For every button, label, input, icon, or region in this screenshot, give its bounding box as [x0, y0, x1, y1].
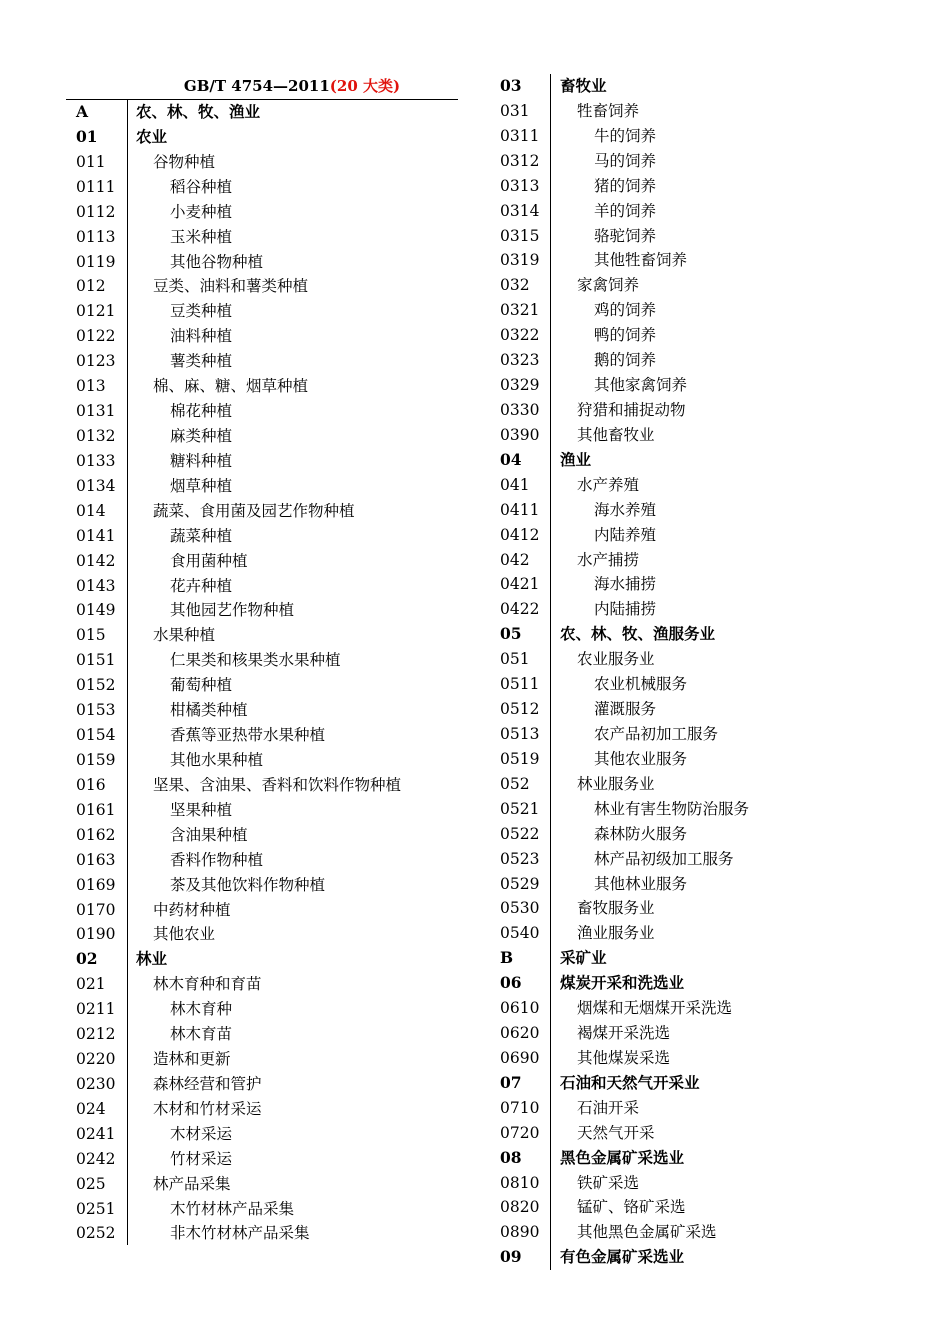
industry-name: 森林经营和管护	[153, 1074, 262, 1093]
industry-name: 海水养殖	[594, 500, 657, 519]
industry-name: 糖料种植	[170, 451, 233, 470]
table-row	[490, 1121, 790, 1146]
industry-name: 牛的饲养	[594, 126, 657, 145]
industry-code: 07	[500, 1072, 522, 1092]
industry-code: 0242	[76, 1149, 116, 1168]
industry-name: 农业服务业	[577, 650, 655, 669]
industry-code: 08	[500, 1147, 522, 1167]
industry-code: 016	[76, 775, 106, 794]
standard-code: GB/T 4754—2011	[183, 77, 330, 95]
table-row	[490, 597, 790, 622]
industry-name: 林产品采集	[153, 1174, 231, 1193]
table-row	[490, 1220, 790, 1245]
industry-code: 0890	[500, 1223, 540, 1242]
industry-code: 0163	[76, 850, 116, 869]
industry-code: 0142	[76, 551, 116, 570]
table-row	[490, 572, 790, 597]
industry-code: 0422	[500, 600, 540, 619]
table-row	[66, 748, 458, 773]
table-row	[490, 896, 790, 921]
industry-name: 油料种植	[170, 327, 233, 346]
industry-code: 09	[500, 1247, 522, 1267]
table-row	[66, 549, 458, 574]
industry-name: 蔬菜种植	[170, 526, 233, 545]
industry-code: 02	[76, 949, 98, 969]
industry-name: 花卉种植	[170, 576, 233, 595]
industry-name: 木材采运	[170, 1124, 233, 1143]
industry-name: 马的饲养	[594, 151, 657, 170]
table-row	[490, 971, 790, 996]
industry-code: 0153	[76, 701, 116, 720]
industry-code: 052	[500, 774, 530, 793]
industry-code: 0315	[500, 226, 540, 245]
industry-name: 木材和竹材采运	[153, 1099, 262, 1118]
industry-name: 海水捕捞	[594, 575, 657, 594]
category-count: (20 大类)	[329, 77, 401, 95]
industry-code: 0133	[76, 451, 116, 470]
industry-code: 0211	[76, 1000, 116, 1019]
industry-name: 豆类、油料和薯类种植	[153, 277, 309, 296]
industry-code: 0112	[76, 202, 116, 221]
table-row	[66, 848, 458, 873]
industry-code: 0323	[500, 351, 540, 370]
table-row	[490, 772, 790, 797]
industry-code: 0314	[500, 201, 540, 220]
industry-code: 0540	[500, 924, 540, 943]
industry-name: 渔业	[560, 449, 592, 469]
industry-name: 铁矿采选	[577, 1173, 640, 1192]
industry-name: 石油开采	[577, 1098, 640, 1117]
industry-code: 0513	[500, 724, 540, 743]
table-row	[490, 622, 790, 647]
table-row	[66, 673, 458, 698]
table-row	[490, 398, 790, 423]
industry-name: 猪的饲养	[594, 176, 657, 195]
industry-code: 0119	[76, 252, 116, 271]
table-row	[490, 672, 790, 697]
table-row	[66, 524, 458, 549]
table-row	[490, 224, 790, 249]
table-title	[66, 74, 458, 100]
industry-code: 0311	[500, 126, 540, 145]
table-row	[66, 1147, 458, 1172]
table-row	[66, 648, 458, 673]
industry-name: 食用菌种植	[170, 551, 248, 570]
industry-name: 香料作物种植	[170, 850, 264, 869]
table-row	[490, 872, 790, 897]
table-row	[66, 1172, 458, 1197]
industry-code: 0610	[500, 999, 540, 1018]
industry-code: 0161	[76, 800, 116, 819]
industry-name: 麻类种植	[170, 426, 233, 445]
industry-code: 0162	[76, 825, 116, 844]
industry-name: 其他谷物种植	[170, 252, 264, 271]
table-row	[490, 298, 790, 323]
table-row	[490, 149, 790, 174]
industry-name: 有色金属矿采选业	[560, 1247, 685, 1267]
industry-name: 畜牧服务业	[577, 899, 655, 918]
industry-name: 非木竹材林产品采集	[170, 1224, 310, 1243]
industry-code: 0530	[500, 899, 540, 918]
industry-name: 林木育苗	[170, 1025, 233, 1044]
industry-name: 柑橘类种植	[170, 701, 248, 720]
industry-code: 0810	[500, 1173, 540, 1192]
industry-code: 0132	[76, 426, 116, 445]
table-row	[490, 1195, 790, 1220]
table-row	[490, 448, 790, 473]
industry-code: 04	[500, 449, 522, 469]
industry-code: 05	[500, 624, 522, 644]
table-row	[66, 623, 458, 648]
industry-name: 玉米种植	[170, 227, 233, 246]
table-row	[66, 798, 458, 823]
industry-name: 豆类种植	[170, 302, 233, 321]
industry-name: 锰矿、铬矿采选	[577, 1198, 686, 1217]
table-row	[490, 1096, 790, 1121]
industry-name: 其他畜牧业	[577, 425, 655, 444]
industry-code: 0170	[76, 900, 116, 919]
industry-code: 031	[500, 101, 530, 120]
industry-name: 水产捕捞	[577, 550, 640, 569]
industry-code: 0241	[76, 1124, 116, 1143]
table-row	[66, 1047, 458, 1072]
industry-code: 0329	[500, 376, 540, 395]
industry-name: 林业	[136, 949, 168, 969]
industry-code: A	[76, 102, 89, 121]
table-row	[66, 349, 458, 374]
table-row	[490, 797, 790, 822]
industry-name: 水果种植	[153, 626, 216, 645]
industry-name: 造林和更新	[153, 1050, 231, 1069]
table-row	[490, 523, 790, 548]
industry-name: 棉花种植	[170, 402, 233, 421]
industry-code: 0529	[500, 874, 540, 893]
industry-name: 渔业服务业	[577, 924, 655, 943]
table-row	[490, 99, 790, 124]
industry-name: 羊的饲养	[594, 201, 657, 220]
industry-code: 0390	[500, 425, 540, 444]
industry-code: 012	[76, 277, 106, 296]
industry-name: 内陆捕捞	[594, 600, 657, 619]
table-row	[66, 1072, 458, 1097]
industry-name: 鸭的饲养	[594, 326, 657, 345]
industry-name: 畜牧业	[560, 76, 607, 95]
table-row	[490, 323, 790, 348]
industry-name: 其他农业服务	[594, 749, 688, 768]
industry-name: 中药材种植	[153, 900, 231, 919]
industry-code: 024	[76, 1099, 106, 1118]
industry-code: 0154	[76, 726, 116, 745]
table-row	[490, 473, 790, 498]
industry-name: 烟草种植	[170, 476, 233, 495]
industry-code: 0123	[76, 352, 116, 371]
industry-name: 林产品初级加工服务	[594, 849, 734, 868]
table-row	[66, 150, 458, 175]
table-row	[66, 1122, 458, 1147]
industry-code: 0521	[500, 799, 540, 818]
industry-name: 鹅的饲养	[594, 351, 657, 370]
table-row	[66, 175, 458, 200]
table-row	[66, 100, 458, 125]
industry-name: 薯类种植	[170, 352, 233, 371]
industry-code: B	[500, 948, 514, 968]
table-row	[66, 922, 458, 947]
industry-name: 竹材采运	[170, 1149, 233, 1168]
industry-code: 0143	[76, 576, 116, 595]
industry-code: 0820	[500, 1198, 540, 1217]
industry-code: 0122	[76, 327, 116, 346]
industry-code: 0230	[76, 1074, 116, 1093]
table-row	[490, 124, 790, 149]
industry-code: 0152	[76, 676, 116, 695]
table-row	[490, 174, 790, 199]
industry-code: 0111	[76, 177, 116, 196]
table-row	[66, 1221, 458, 1246]
table-row	[490, 498, 790, 523]
table-row	[490, 348, 790, 373]
industry-name: 棉、麻、糖、烟草种植	[153, 377, 309, 396]
table-row	[490, 647, 790, 672]
industry-name: 农业	[136, 126, 168, 146]
industry-name: 其他家禽饲养	[594, 376, 688, 395]
industry-name: 天然气开采	[577, 1123, 655, 1142]
industry-code: 0151	[76, 651, 116, 670]
industry-name: 其他牲畜饲养	[594, 251, 688, 270]
industry-code: 0252	[76, 1224, 116, 1243]
industry-name: 农、林、牧、渔业	[136, 102, 261, 121]
table-row	[66, 698, 458, 723]
industry-code: 0113	[76, 227, 116, 246]
table-row	[490, 847, 790, 872]
industry-name: 其他黑色金属矿采选	[577, 1223, 717, 1242]
industry-code: 0159	[76, 750, 116, 769]
industry-code: 0312	[500, 151, 540, 170]
table-row	[66, 773, 458, 798]
industry-name: 骆驼饲养	[594, 226, 657, 245]
industry-name: 茶及其他饮料作物种植	[170, 875, 326, 894]
industry-code: 0131	[76, 402, 116, 421]
industry-code: 0523	[500, 849, 540, 868]
industry-name: 仁果类和核果类水果种植	[170, 651, 341, 670]
industry-name: 其他园艺作物种植	[170, 601, 295, 620]
table-row	[66, 873, 458, 898]
industry-name: 石油和天然气开采业	[560, 1072, 700, 1092]
industry-code: 0411	[500, 500, 540, 519]
industry-name: 其他农业	[153, 925, 216, 944]
table-row	[66, 274, 458, 299]
industry-code: 0321	[500, 301, 540, 320]
industry-name: 其他水果种植	[170, 750, 264, 769]
industry-code: 0141	[76, 526, 116, 545]
industry-name: 香蕉等亚热带水果种植	[170, 726, 326, 745]
left-rows	[66, 100, 458, 1246]
table-row	[66, 424, 458, 449]
industry-code: 0322	[500, 326, 540, 345]
industry-code: 041	[500, 475, 530, 494]
table-row	[490, 1046, 790, 1071]
table-row	[490, 946, 790, 971]
industry-name: 家禽饲养	[577, 276, 640, 295]
table-row	[66, 324, 458, 349]
table-row	[66, 898, 458, 923]
industry-code: 042	[500, 550, 530, 569]
industry-code: 015	[76, 626, 106, 645]
industry-name: 农业机械服务	[594, 675, 688, 694]
table-row	[66, 474, 458, 499]
industry-name: 林业服务业	[577, 774, 655, 793]
industry-code: 06	[500, 973, 522, 993]
industry-code: 0710	[500, 1098, 540, 1117]
table-row	[66, 723, 458, 748]
table-row	[490, 273, 790, 298]
industry-code: 0313	[500, 176, 540, 195]
table-row	[490, 921, 790, 946]
industry-name: 狩猎和捕捉动物	[577, 400, 686, 419]
industry-code: 0121	[76, 302, 116, 321]
industry-code: 014	[76, 501, 106, 520]
table-row	[66, 1097, 458, 1122]
industry-name: 坚果种植	[170, 800, 233, 819]
industry-name: 森林防火服务	[594, 824, 688, 843]
industry-name: 黑色金属矿采选业	[560, 1147, 685, 1167]
industry-name: 采矿业	[560, 948, 607, 968]
industry-code: 0220	[76, 1050, 116, 1069]
industry-code: 032	[500, 276, 530, 295]
industry-name: 水产养殖	[577, 475, 640, 494]
industry-name: 烟煤和无烟煤开采洗选	[577, 999, 733, 1018]
industry-code: 0319	[500, 251, 540, 270]
table-row	[490, 697, 790, 722]
industry-code: 011	[76, 152, 106, 171]
industry-code: 0690	[500, 1048, 540, 1067]
table-row	[66, 250, 458, 275]
industry-name: 葡萄种植	[170, 676, 233, 695]
table-row	[490, 1245, 790, 1270]
industry-name: 煤炭开采和洗选业	[560, 973, 685, 993]
table-row	[66, 499, 458, 524]
table-row	[490, 822, 790, 847]
table-row	[66, 997, 458, 1022]
table-row	[490, 1171, 790, 1196]
industry-name: 含油果种植	[170, 825, 248, 844]
table-row	[66, 449, 458, 474]
right-column	[490, 74, 790, 1270]
table-row	[66, 972, 458, 997]
table-row	[490, 548, 790, 573]
industry-name: 农、林、牧、渔服务业	[560, 624, 716, 644]
table-row	[66, 574, 458, 599]
industry-name: 蔬菜、食用菌及园艺作物种植	[153, 501, 355, 520]
table-row	[66, 125, 458, 150]
table-row	[490, 1071, 790, 1096]
table-row	[490, 248, 790, 273]
industry-name: 小麦种植	[170, 202, 233, 221]
industry-code: 0720	[500, 1123, 540, 1142]
table-row	[66, 947, 458, 972]
table-row	[490, 423, 790, 448]
right-rows	[490, 74, 790, 1270]
table-row	[66, 1022, 458, 1047]
industry-code: 0522	[500, 824, 540, 843]
industry-code: 0511	[500, 675, 540, 694]
table-row	[66, 200, 458, 225]
industry-code: 0620	[500, 1024, 540, 1043]
table-row	[66, 399, 458, 424]
industry-name: 其他林业服务	[594, 874, 688, 893]
table-row	[490, 1021, 790, 1046]
table-row	[490, 747, 790, 772]
industry-name: 牲畜饲养	[577, 101, 640, 120]
table-row	[66, 823, 458, 848]
industry-code: 0251	[76, 1199, 116, 1218]
industry-name: 坚果、含油果、香料和饮料作物种植	[153, 775, 402, 794]
industry-name: 其他煤炭采选	[577, 1048, 671, 1067]
table-row	[490, 722, 790, 747]
table-row	[490, 74, 790, 99]
industry-code: 0412	[500, 525, 540, 544]
industry-code: 0169	[76, 875, 116, 894]
industry-code: 0134	[76, 476, 116, 495]
industry-code: 0212	[76, 1025, 116, 1044]
industry-name: 褐煤开采洗选	[577, 1024, 671, 1043]
table-row	[66, 374, 458, 399]
industry-name: 林业有害生物防治服务	[594, 799, 750, 818]
industry-code: 0512	[500, 700, 540, 719]
industry-name: 鸡的饲养	[594, 301, 657, 320]
industry-code: 0149	[76, 601, 116, 620]
table-row	[66, 225, 458, 250]
industry-code: 0421	[500, 575, 540, 594]
industry-name: 林木育种和育苗	[153, 975, 262, 994]
industry-name: 内陆养殖	[594, 525, 657, 544]
table-row	[490, 373, 790, 398]
industry-name: 木竹材林产品采集	[170, 1199, 295, 1218]
left-column	[66, 74, 458, 1246]
industry-code: 051	[500, 650, 530, 669]
industry-name: 灌溉服务	[594, 700, 657, 719]
industry-name: 谷物种植	[153, 152, 216, 171]
industry-code: 021	[76, 975, 106, 994]
table-row	[490, 199, 790, 224]
table-row	[66, 1197, 458, 1222]
industry-code: 01	[76, 126, 98, 146]
table-row	[490, 1146, 790, 1171]
table-row	[490, 996, 790, 1021]
table-row	[66, 598, 458, 623]
industry-name: 林木育种	[170, 1000, 233, 1019]
industry-code: 013	[76, 377, 106, 396]
industry-code: 0519	[500, 749, 540, 768]
industry-code: 03	[500, 76, 522, 95]
industry-code: 025	[76, 1174, 106, 1193]
industry-code: 0190	[76, 925, 116, 944]
industry-name: 农产品初加工服务	[594, 724, 719, 743]
industry-name: 稻谷种植	[170, 177, 233, 196]
table-row	[66, 299, 458, 324]
industry-code: 0330	[500, 400, 540, 419]
